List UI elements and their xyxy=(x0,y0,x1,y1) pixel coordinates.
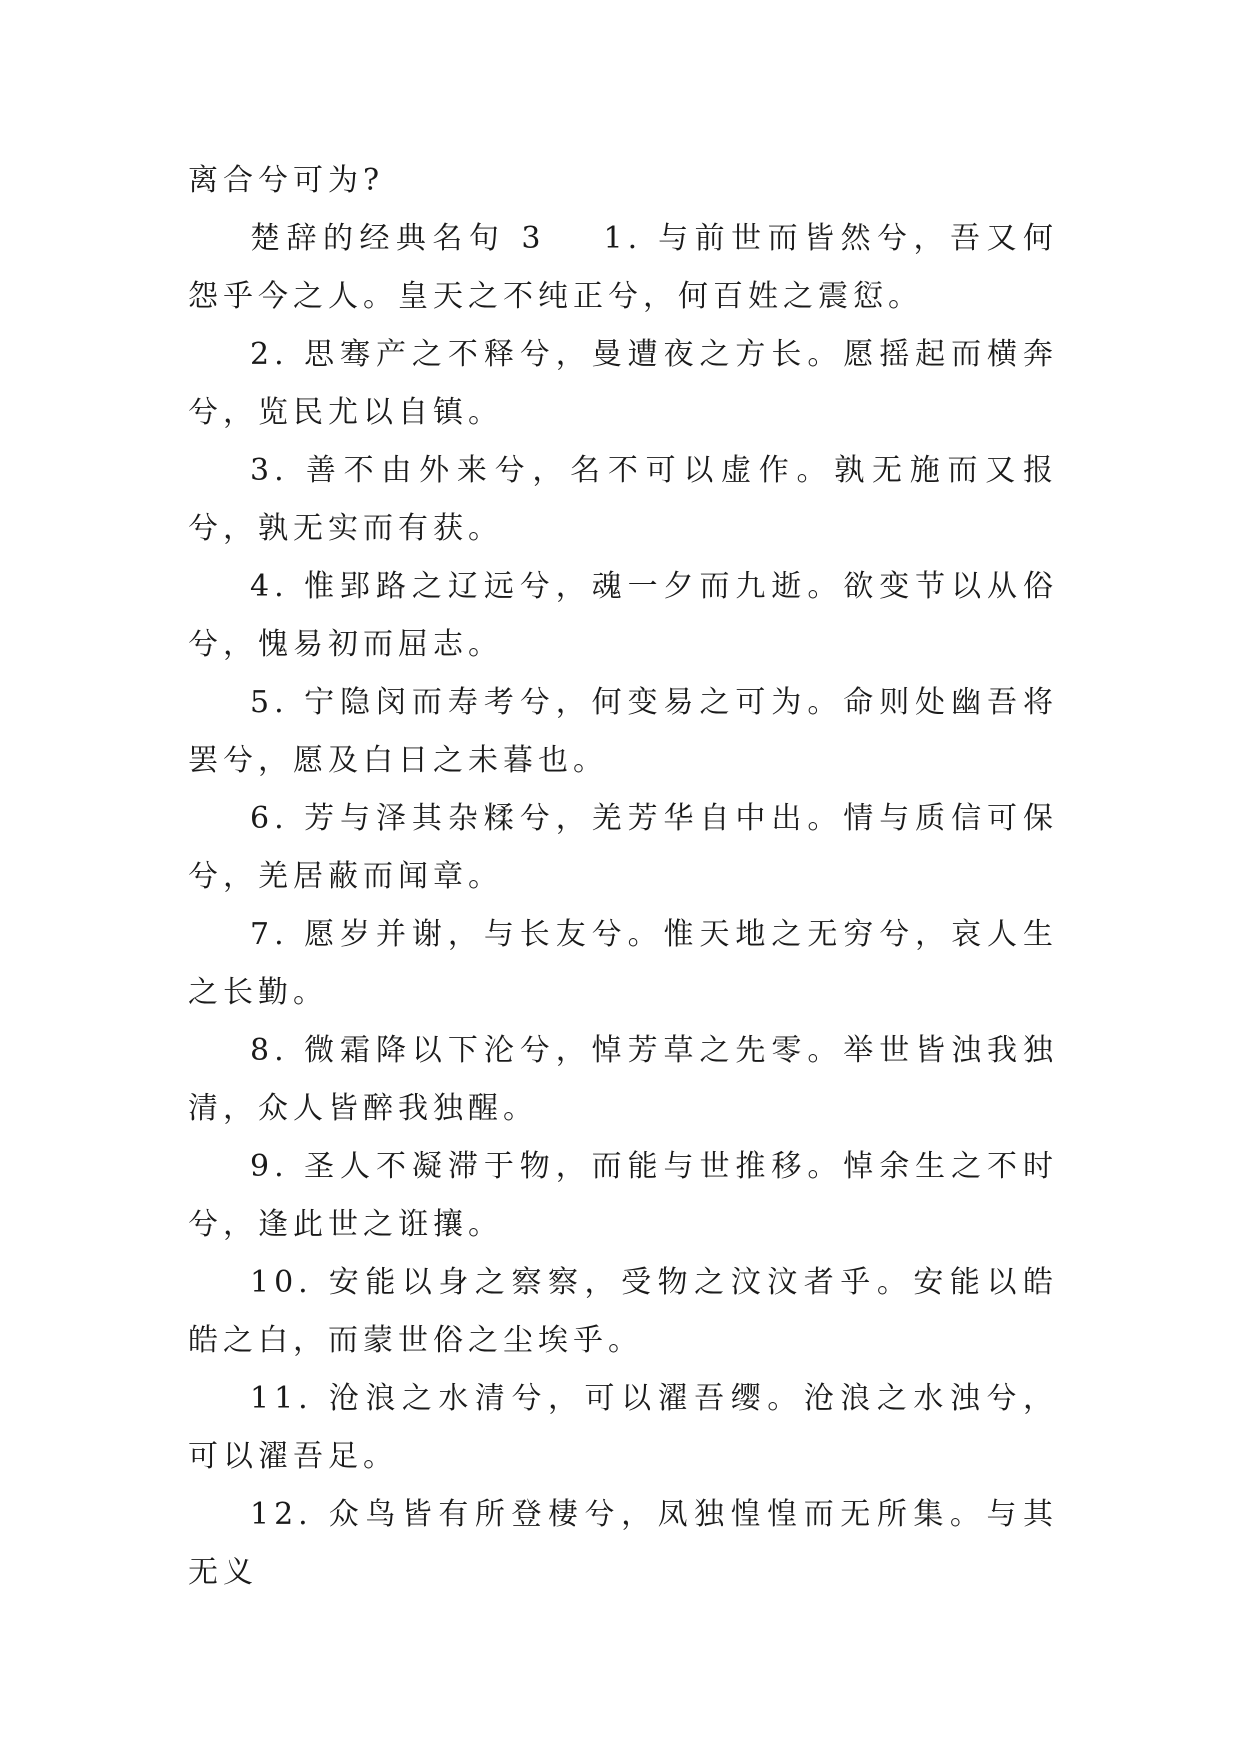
paragraph-item-3: 3. 善不由外来兮，名不可以虚作。孰无施而又报兮，孰无实而有获。 xyxy=(188,453,1058,546)
paragraph-item-4: 4. 惟郢路之辽远兮，魂一夕而九逝。欲变节以从俗兮，愧易初而屈志。 xyxy=(188,569,1058,662)
paragraph-item-2: 2. 思骞产之不释兮，曼遭夜之方长。愿摇起而横奔兮，览民尤以自镇。 xyxy=(188,337,1058,430)
paragraph-item-11: 11. 沧浪之水清兮，可以濯吾缨。沧浪之水浊兮，可以濯吾足。 xyxy=(188,1381,1058,1474)
paragraph-item-8: 8. 微霜降以下沦兮，悼芳草之先零。举世皆浊我独清，众人皆醉我独醒。 xyxy=(188,1033,1058,1126)
paragraph-item-1 xyxy=(188,210,1058,326)
paragraph-item-10: 10. 安能以身之察察，受物之汶汶者乎。安能以皓皓之白，而蒙世俗之尘埃乎。 xyxy=(188,1265,1058,1358)
document-body xyxy=(188,152,1058,1602)
continuation-line: 离合兮可为? xyxy=(188,163,385,198)
paragraph-item-7: 7. 愿岁并谢，与长友兮。惟天地之无穷兮，哀人生之长勤。 xyxy=(188,917,1058,1010)
item-1-text: 1. 与前世而皆然兮，吾又何怨乎今之人。皇天之不纯正兮，何百姓之震愆。 xyxy=(188,221,1058,314)
paragraph-item-5: 5. 宁隐闵而寿考兮，何变易之可为。命则处幽吾将罢兮，愿及白日之未暮也。 xyxy=(188,685,1058,778)
section-title: 楚辞的经典名句 3 xyxy=(250,221,546,256)
paragraph-item-6: 6. 芳与泽其杂糅兮，羌芳华自中出。情与质信可保兮，羌居蔽而闻章。 xyxy=(188,801,1058,894)
paragraph-item-9: 9. 圣人不凝滞于物，而能与世推移。悼余生之不时兮，逢此世之诳攘。 xyxy=(188,1149,1058,1242)
paragraph-item-12: 12. 众鸟皆有所登棲兮，凤独惶惶而无所集。与其无义 xyxy=(188,1497,1058,1590)
